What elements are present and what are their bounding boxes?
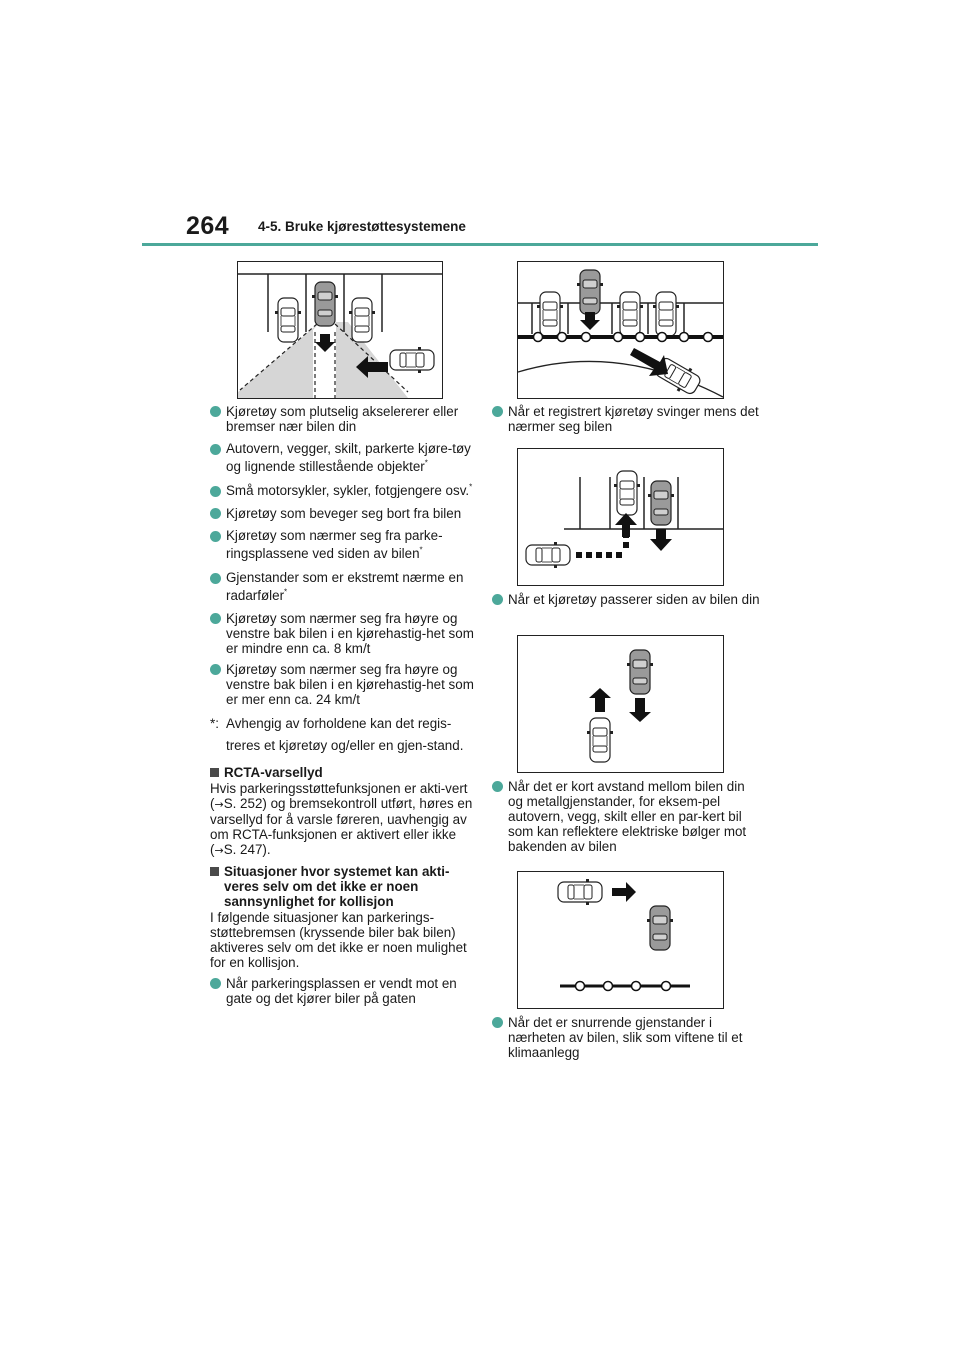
list-item: Kjøretøy som nærmer seg fra parke-ringsplassene ved siden av bilen*	[210, 527, 478, 563]
section-title: 4-5. Bruke kjørestøttesystemene	[258, 219, 466, 234]
figure-parking-lot-detection-zones	[237, 261, 443, 399]
situations-paragraph: I følgende situasjoner kan parkerings-støttebremsen (kryssende biler bak bilen) aktiveres selv om det ikke er noen mulighet for en kollisjon.	[210, 910, 467, 970]
list-item: Autovern, vegger, skilt, parkerte kjøre-tøy og lignende stillestående objekter*	[210, 440, 478, 476]
rcta-heading: RCTA-varsellyd	[210, 765, 478, 780]
page-number: 264	[186, 212, 230, 240]
list-item: Når parkeringsplassen er vendt mot en gate og det kjører biler på gaten	[210, 976, 478, 1006]
footnote-text: Avhengig av forholdene kan det regis-treres et kjøretøy og/eller en gjen-stand.	[226, 716, 464, 753]
figure-car-turning-toward-row	[517, 261, 724, 399]
list-item: Små motorsykler, sykler, fotgjengere osv.*	[210, 482, 478, 500]
header-rule	[142, 243, 818, 246]
list-item: Når det er kort avstand mellom bilen din og metallgjenstander, for eksem-pel autovern, vegg, skilt eller en par-kert bil som kan reflektere elektriske bølger mot bakenden av bilen	[492, 779, 762, 854]
page-ref-link[interactable]: S. 247	[223, 842, 263, 857]
list-item: Kjøretøy som nærmer seg fra høyre og venstre bak bilen i en kjørehastig-het som er mer enn ca. 24 km/t	[210, 662, 478, 707]
list-item: Kjøretøy som nærmer seg fra høyre og venstre bak bilen i en kjørehastig-het som er mindre enn ca. 8 km/t	[210, 611, 478, 656]
footnote	[210, 713, 478, 757]
footnote-mark: *:	[210, 716, 219, 731]
left-column	[210, 404, 478, 1012]
list-item: Kjøretøy som plutselig akselererer eller bremser nær bilen din	[210, 404, 478, 434]
right-column-block	[492, 592, 762, 613]
list-item: Når et kjøretøy passerer siden av bilen din	[492, 592, 762, 607]
arrow-right-icon: →	[214, 798, 224, 811]
right-column	[492, 404, 762, 440]
situations-heading: Situasjoner hvor systemet kan akti-veres selv om det ikke er noen sannsynlighet for kollisjon	[210, 864, 478, 909]
figure-car-crossing-behind	[517, 448, 724, 586]
figure-car-near-guardrail	[517, 871, 724, 1009]
rcta-paragraph: Hvis parkeringsstøttefunksjonen er akti-vert (→S. 252) og bremsekontroll utført, høres en varsellyd for å varsle føreren, uavhengig av om RCTA-funksjonen er aktivert eller ikke (→S. 247).	[210, 781, 473, 857]
arrow-right-icon: →	[214, 844, 224, 857]
right-column-block	[492, 1015, 762, 1066]
list-item: Kjøretøy som beveger seg bort fra bilen	[210, 506, 478, 521]
right-column-block	[492, 779, 762, 860]
page-ref-link[interactable]: S. 252	[223, 796, 263, 811]
figure-car-passing-side	[517, 635, 724, 773]
list-item: Gjenstander som er ekstremt nærme en radarføler*	[210, 569, 478, 605]
list-item: Når et registrert kjøretøy svinger mens det nærmer seg bilen	[492, 404, 762, 434]
list-item: Når det er snurrende gjenstander i nærheten av bilen, slik som viftene til et klimaanlegg	[492, 1015, 762, 1060]
